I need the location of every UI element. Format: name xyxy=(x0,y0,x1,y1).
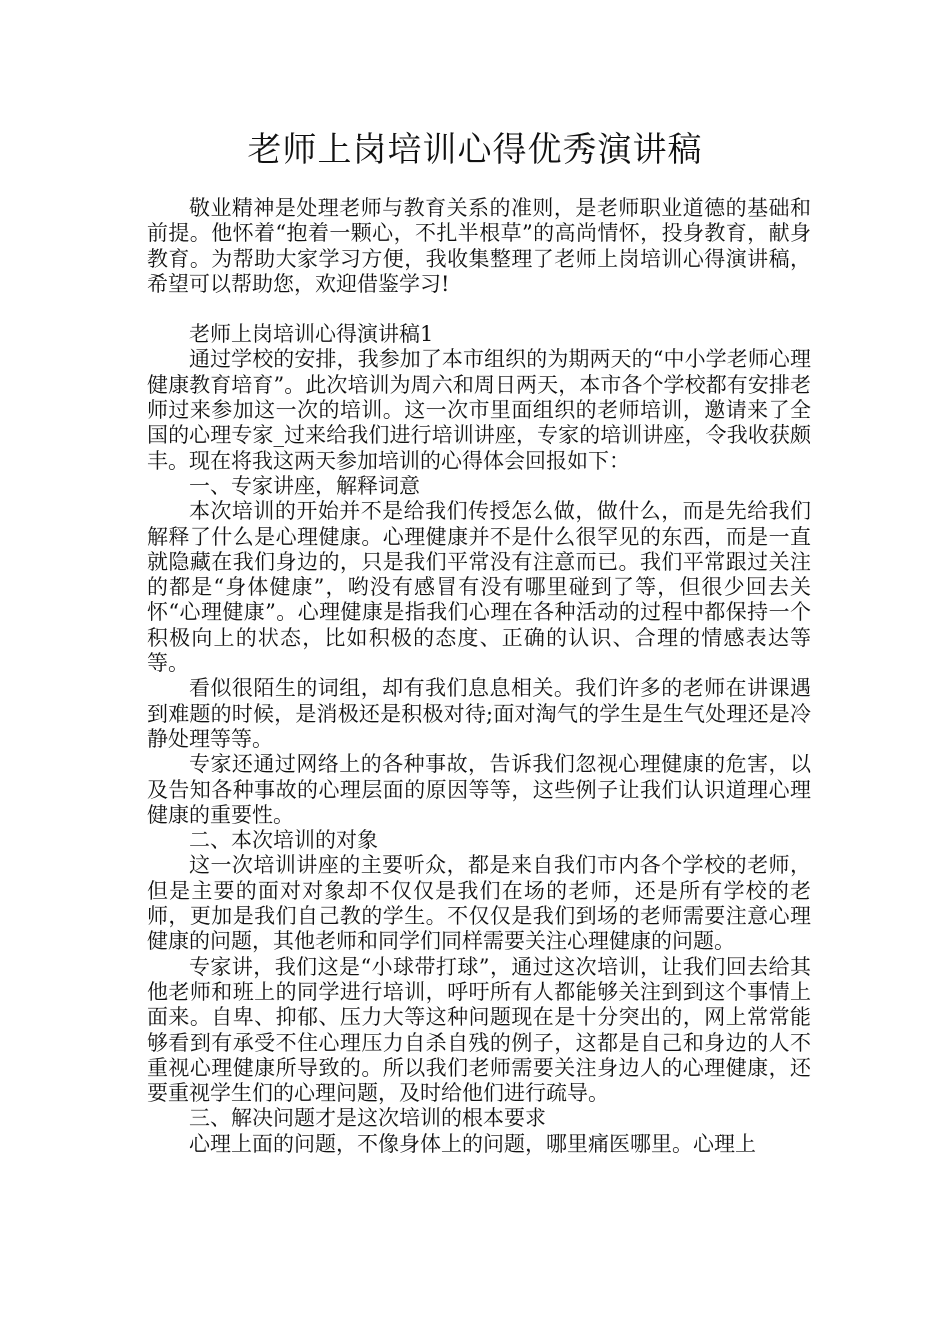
body-paragraph: 专家还通过网络上的各种事故，告诉我们忽视心理健康的危害，以及告知各种事故的心理层面的原因等等，这些例子让我们认识道理心理健康的重要性。 xyxy=(147,752,811,827)
paragraph-gap xyxy=(147,297,811,322)
subheading: 二、本次培训的对象 xyxy=(189,828,378,853)
subheading: 一、专家讲座，解释词意 xyxy=(189,473,420,498)
body-paragraph: 通过学校的安排，我参加了本市组织的为期两天的“中小学老师心理健康教育培育”。此次培训为周六和周日两天，本市各个学校都有安排老师过来参加这一次的培训。这一次市里面组织的老师培训，邀请来了全国的心理专家_过来给我们进行培训讲座，专家的培训讲座，令我收获颇丰。现在将我这两天参加培训的心得体会回报如下： xyxy=(147,347,811,473)
section-title: 老师上岗培训心得演讲稿1 xyxy=(189,322,434,347)
body-paragraph: 专家讲，我们这是“小球带打球”，通过这次培训，让我们回去给其他老师和班上的同学进行培训，呼吁所有人都能够关注到到这个事情上面来。自卑、抑郁、压力大等这种问题现在是十分突出的，网上常常能够看到有承受不住心理压力自杀自残的例子，这都是自己和身边的人不重视心理健康所导致的。所以我们老师需要关注身边人的心理健康，还要重视学生们的心理问题，及时给他们进行疏导。 xyxy=(147,954,811,1106)
document-title: 老师上岗培训心得优秀演讲稿 xyxy=(247,130,703,170)
body-paragraph: 心理上面的问题，不像身体上的问题，哪里痛医哪里。心理上 xyxy=(189,1131,756,1156)
body-paragraph: 看似很陌生的词组，却有我们息息相关。我们许多的老师在讲课遇到难题的时候，是消极还是积极对待;面对淘气的学生是生气处理还是冷静处理等等。 xyxy=(147,676,811,751)
body-paragraph: 这一次培训讲座的主要听众，都是来自我们市内各个学校的老师，但是主要的面对对象却不仅仅是我们在场的老师，还是所有学校的老师，更加是我们自己教的学生。不仅仅是我们到场的老师需要注意心理健康的问题，其他老师和同学们同样需要关注心理健康的问题。 xyxy=(147,853,811,954)
subheading: 三、解决问题才是这次培训的根本要求 xyxy=(189,1106,546,1131)
document-body xyxy=(147,196,811,1157)
intro-paragraph: 敬业精神是处理老师与教育关系的准则，是老师职业道德的基础和前提。他怀着“抱着一颗心，不扎半根草”的高尚情怀，投身教育，献身教育。为帮助大家学习方便，我收集整理了老师上岗培训心得演讲稿，希望可以帮助您，欢迎借鉴学习! xyxy=(147,196,811,296)
body-paragraph: 本次培训的开始并不是给我们传授怎么做，做什么，而是先给我们解释了什么是心理健康。心理健康并不是什么很罕见的东西，而是一直就隐藏在我们身边的，只是我们平常没有注意而已。我们平常跟过关注的都是“身体健康”，哟没有感冒有没有哪里碰到了等，但很少回去关怀“心理健康”。心理健康是指我们心理在各种活动的过程中都保持一个积极向上的状态，比如积极的态度、正确的认识、合理的情感表达等等。 xyxy=(147,499,811,676)
